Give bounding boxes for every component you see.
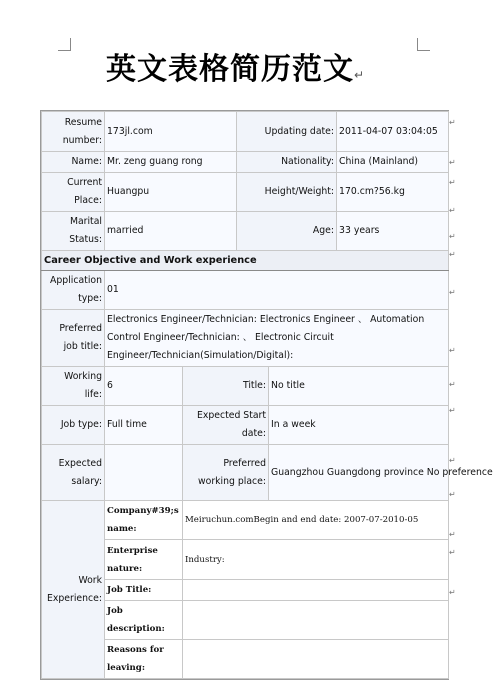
application-type-label: Application type: [42,271,105,310]
height-weight-value[interactable]: 170.cm?56.kg [337,173,449,212]
title-label: Title: [183,367,269,406]
job-type-label: Job type: [42,406,105,445]
work-experience-label: Work Experience: [42,501,105,679]
enterprise-nature-value[interactable]: Industry: [183,540,449,580]
row-end-mark: ↵ [449,250,456,259]
row-end-mark: ↵ [449,232,456,241]
row-end-mark: ↵ [449,206,456,215]
current-place-value[interactable]: Huangpu [105,173,237,212]
reasons-for-leaving-label: Reasons for leaving: [105,640,183,679]
resume-number-label: Resume number: [42,112,105,152]
preferred-job-title-value[interactable]: Electronics Engineer/Technician: Electronics Engineer 、 Automation Control Engineer/Technician: 、 Electronic Circuit Engineer/Technician(Simulation/Digital): [105,310,449,367]
reasons-for-leaving-value[interactable] [183,640,449,679]
job-title-value[interactable] [183,580,449,601]
expected-salary-value[interactable] [105,445,183,501]
nationality-value[interactable]: China (Mainland) [337,152,449,173]
row-end-mark: ↵ [449,456,456,465]
row-end-mark: ↵ [449,346,456,355]
row-end-mark: ↵ [449,118,456,127]
row-end-mark: ↵ [449,406,456,415]
job-description-label: Job description: [105,601,183,640]
application-type-value[interactable]: 01 [105,271,449,310]
updating-date-label: Updating date: [237,112,337,152]
preferred-working-place-value[interactable]: Guangzhou Guangdong province No preference [269,445,449,501]
job-description-value[interactable] [183,601,449,640]
expected-salary-label: Expected salary: [42,445,105,501]
row-end-mark: ↵ [449,158,456,167]
row-end-mark: ↵ [449,288,456,297]
working-life-label: Working life: [42,367,105,406]
marital-status-label: Marital Status: [42,212,105,251]
company-name-label: Company#39;s name: [105,501,183,540]
enterprise-nature-label: Enterprise nature: [105,540,183,580]
preferred-job-title-label: Preferred job title: [42,310,105,367]
document-title-text: 英文表格简历范文 [105,52,354,87]
height-weight-label: Height/Weight: [237,173,337,212]
marital-status-value[interactable]: married [105,212,237,251]
row-end-mark: ↵ [449,490,456,499]
working-life-value[interactable]: 6 [105,367,183,406]
age-label: Age: [237,212,337,251]
paragraph-mark: ↵ [353,68,366,82]
expected-start-date-value[interactable]: In a week [269,406,449,445]
expected-start-date-label: Expected Start date: [183,406,269,445]
nationality-label: Nationality: [237,152,337,173]
preferred-working-place-label: Preferred working place: [183,445,269,501]
row-end-mark: ↵ [449,380,456,389]
name-label: Name: [42,152,105,173]
row-end-mark: ↵ [449,178,456,187]
age-value[interactable]: 33 years [337,212,449,251]
company-name-value[interactable]: Meiruchun.comBegin and end date: 2007-07-2010-05 [183,501,449,540]
row-end-mark: ↵ [449,588,456,597]
job-title-label: Job Title: [105,580,183,601]
document-title[interactable] [0,44,471,88]
updating-date-value[interactable]: 2011-04-07 03:04:05 [337,112,449,152]
resume-number-value[interactable]: 173jl.com [105,112,237,152]
row-end-mark: ↵ [449,548,456,557]
resume-table[interactable] [40,110,493,680]
section-header-career: Career Objective and Work experience [42,251,449,271]
name-value[interactable]: Mr. zeng guang rong [105,152,237,173]
job-type-value[interactable]: Full time [105,406,183,445]
row-end-mark: ↵ [449,530,456,539]
title-value[interactable]: No title [269,367,449,406]
current-place-label: Current Place: [42,173,105,212]
